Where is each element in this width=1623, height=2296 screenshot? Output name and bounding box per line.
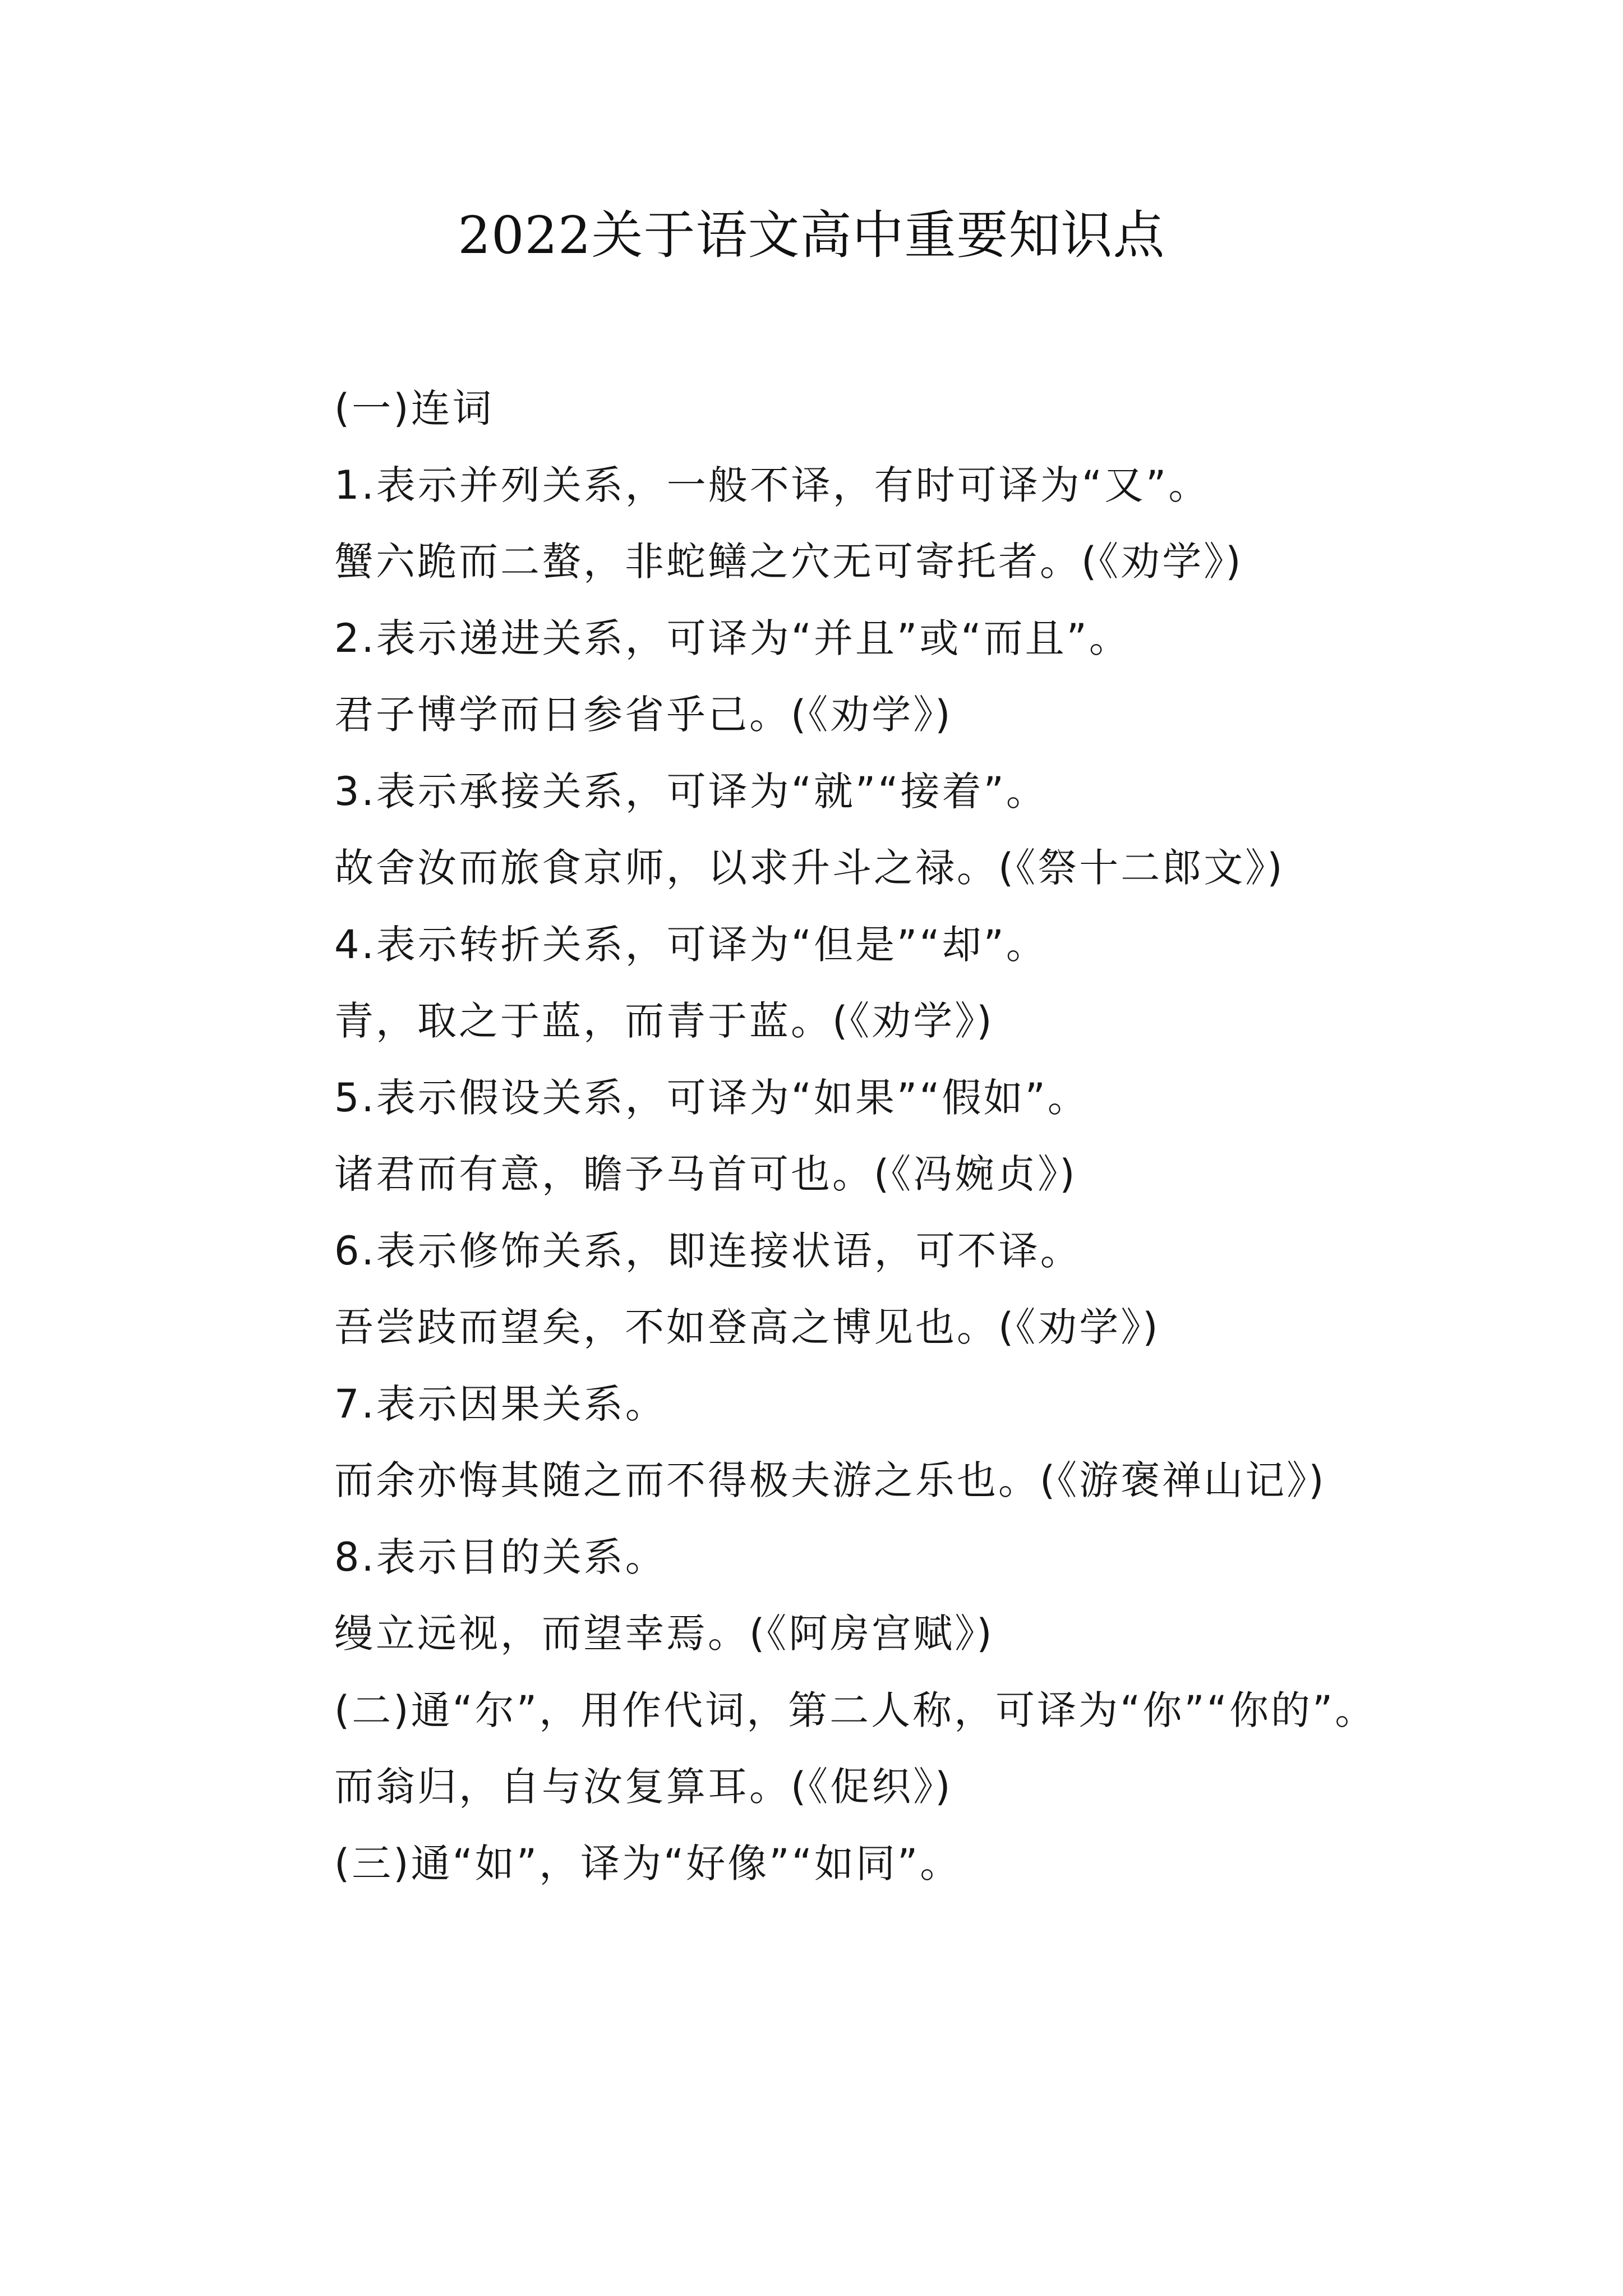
paragraph: 4.表示转折关系，可译为“但是”“却”。 [334, 921, 1048, 968]
example-sentence: 而余亦悔其随之而不得极夫游之乐也。(《游褒禅山记》) [334, 1457, 1326, 1503]
document-title: 2022关于语文高中重要知识点 [458, 205, 1165, 265]
section-heading-conjunction: (一)连词 [334, 385, 494, 431]
document-body [247, 370, 1391, 1902]
example-sentence: 而翁归，自与汝复算耳。(《促织》) [334, 1764, 953, 1810]
example-sentence: 缦立远视，而望幸焉。(《阿房宫赋》) [334, 1611, 994, 1657]
example-sentence: 吾尝跂而望矣，不如登高之博见也。(《劝学》) [334, 1304, 1160, 1350]
example-sentence: 诸君而有意，瞻予马首可也。(《冯婉贞》) [334, 1151, 1077, 1197]
example-sentence: 青，取之于蓝，而青于蓝。(《劝学》) [334, 998, 994, 1044]
paragraph: 2.表示递进关系，可译为“并且”或“而且”。 [334, 615, 1131, 661]
paragraph: 3.表示承接关系，可译为“就”“接着”。 [334, 768, 1048, 815]
example-sentence: 故舍汝而旅食京师，以求升斗之禄。(《祭十二郎文》) [334, 845, 1285, 891]
section-heading-ru: (三)通“如”，译为“好像”“如同”。 [334, 1840, 962, 1887]
section-heading-er: (二)通“尔”，用作代词，第二人称，可译为“你”“你的”。 [334, 1687, 1377, 1733]
paragraph: 6.表示修饰关系，即连接状语，可不译。 [334, 1227, 1082, 1274]
example-sentence: 蟹六跪而二螯，非蛇鳝之穴无可寄托者。(《劝学》) [334, 539, 1243, 585]
example-sentence: 君子博学而日参省乎己。(《劝学》) [334, 692, 953, 738]
paragraph: 5.表示假设关系，可译为“如果”“假如”。 [334, 1074, 1089, 1121]
paragraph: 8.表示目的关系。 [334, 1534, 667, 1580]
paragraph: 1.表示并列关系，一般不译，有时可译为“又”。 [334, 462, 1210, 508]
paragraph: 7.表示因果关系。 [334, 1381, 667, 1427]
